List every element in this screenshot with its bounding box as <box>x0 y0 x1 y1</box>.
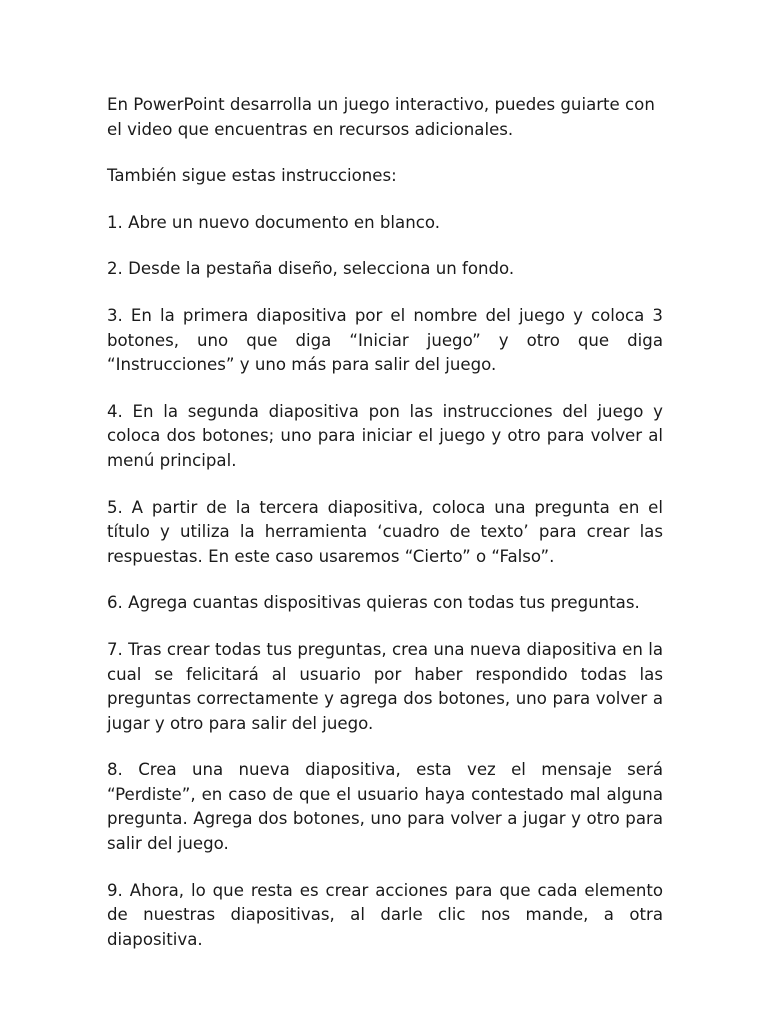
step-6: 6. Agrega cuantas dispositivas quieras con todas tus preguntas. <box>107 593 640 613</box>
step-2: 2. Desde la pestaña diseño, selecciona un fondo. <box>107 259 515 279</box>
step-3: 3. En la primera diapositiva por el nombre del juego y coloca 3 botones, uno que diga “Iniciar juego” y otro que diga “Instrucciones” y uno más para salir del juego. <box>107 305 663 375</box>
step-5: 5. A partir de la tercera diapositiva, coloca una pregunta en el título y utiliza la herramienta ‘cuadro de texto’ para crear las respuestas. En este caso usaremos “Cierto” o “Falso”. <box>107 497 663 566</box>
step-7: 7. Tras crear todas tus preguntas, crea una nueva diapositiva en la cual se felicitará al usuario por haber respondido todas las preguntas correctamente y agrega dos botones, uno para volver a jugar y otro para salir del juego. <box>107 639 663 733</box>
instructions-heading: También sigue estas instrucciones: <box>107 166 397 186</box>
intro-paragraph: En PowerPoint desarrolla un juego interactivo, puedes guiarte con el video que encuentras en recursos adicionales. <box>107 95 655 139</box>
step-4: 4. En la segunda diapositiva pon las instrucciones del juego y coloca dos botones; uno para iniciar el juego y otro para volver al menú principal. <box>107 401 663 470</box>
step-9: 9. Ahora, lo que resta es crear acciones para que cada elemento de nuestras diapositivas, al darle clic nos mande, a otra diapositiva. <box>107 880 663 949</box>
step-8: 8. Crea una nueva diapositiva, esta vez el mensaje será “Perdiste”, en caso de que el usuario haya contestado mal alguna pregunta. Agrega dos botones, uno para volver a jugar y otro para salir del juego. <box>107 760 663 854</box>
step-1: 1. Abre un nuevo documento en blanco. <box>107 212 440 232</box>
document-body <box>107 93 663 974</box>
